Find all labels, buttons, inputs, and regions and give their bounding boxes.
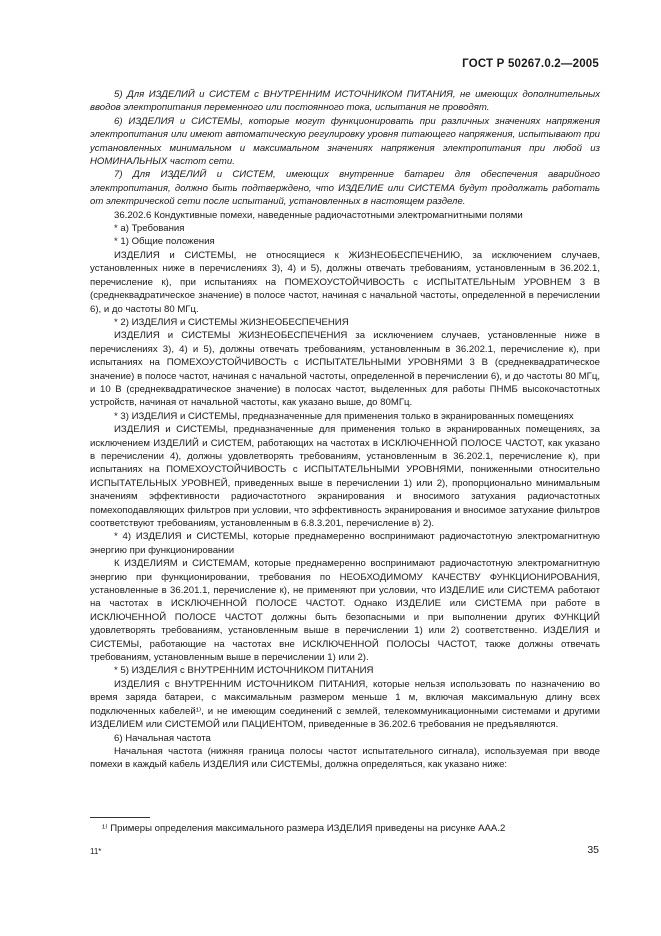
paragraph: 7) Для ИЗДЕЛИЙ и СИСТЕМ, имеющих внутренние батареи для обеспечения аварийного электропитания, должно быть подтверждено, что ИЗДЕЛИЕ или СИСТЕМА будут продолжать работать от электрической сети после испытаний, установленных в настоящем разделе. xyxy=(90,169,600,208)
paragraph: ИЗДЕЛИЯ и СИСТЕМЫ, не относящиеся к ЖИЗНЕОБЕСПЕЧЕНИЮ, за исключением случаев, установленных ниже в перечислениях 3), 4) и 5), должны отвечать требованиям, установленным в 36.202.1, перечисление к), при испытаниях на ПОМЕХОУСТОЙЧИВОСТЬ с ИСПЫТАТЕЛЬНЫМ УРОВНЕМ 3 В (среднеквадратическое значение) в полосе частот, начиная с начальной частоты, определенной в перечислении 6), и до частоты 80 МГц. xyxy=(90,249,600,315)
subheading: 6) Начальная частота xyxy=(114,732,211,744)
standard-header: ГОСТ Р 50267.0.2—2005 xyxy=(462,58,599,70)
sheet-mark: 11* xyxy=(90,847,102,856)
subheading: * 3) ИЗДЕЛИЯ и СИСТЕМЫ, предназначенные для применения только в экранированных помещениях xyxy=(114,410,574,422)
subheading: * а) Требования xyxy=(114,223,185,235)
subheading: * 4) ИЗДЕЛИЯ и СИСТЕМЫ, которые преднамеренно воспринимают радиочастотную электромагнитную энергию при функционировании xyxy=(90,531,600,556)
paragraph: ИЗДЕЛИЯ и СИСТЕМЫ, предназначенные для применения только в экранированных помещениях, за исключением ИЗДЕЛИЙ и СИСТЕМ, работающих на частотах в ИСКЛЮЧЕННОЙ ПОЛОСЕ ЧАСТОТ, как указано в перечислении 4), должны удовлетворять требованиям, установленным в 36.202.1, перечисление к), при испытаниях на ПОМЕХОУСТОЙЧИВОСТЬ с ИСПЫТАТЕЛЬНЫМИ УРОВНЯМИ, пониженными относительно ИСПЫТАТЕЛЬНЫХ УРОВНЕЙ, приведенных выше в перечислении 1) или 2), пропорционально минимальным значениям эффективности радиочастотного экранирования и вносимого затухания радиочастотных помехоподавляющих фильтров при условии, что эффективность экранирования и вносимое затухание фильтров соответствуют требованиям, установленным в 6.8.3.201, перечисление в) 2). xyxy=(90,424,600,529)
subheading: * 2) ИЗДЕЛИЯ и СИСТЕМЫ ЖИЗНЕОБЕСПЕЧЕНИЯ xyxy=(114,316,349,328)
page-number: 35 xyxy=(587,844,599,856)
section-heading: 36.202.6 Кондуктивные помехи, наведенные радиочастотными электромагнитными полями xyxy=(114,209,523,221)
document-body xyxy=(90,88,600,772)
subheading: * 1) Общие положения xyxy=(114,236,215,248)
paragraph: ИЗДЕЛИЯ и СИСТЕМЫ ЖИЗНЕОБЕСПЕЧЕНИЯ за исключением случаев, установленные ниже в перечислениях 3), 4) и 5), должны отвечать требованиям, установленным в 36.202.1, перечисление к), при испытаниях на ПОМЕХОУСТОЙЧИВОСТЬ с ИСПЫТАТЕЛЬНЫМИ УРОВНЯМИ 3 В (среднеквадратическое значение) в полосе частот, начиная с начальной частоты, определенной в перечислении 6), и до частоты 80 МГц, и 10 В (среднеквадратическое значение) в полосах частот, выделенных для работы ПНМБ высокочастотных устройств, начиная от начальной частоты, как указано выше, до 80МГц. xyxy=(90,330,600,409)
paragraph: ИЗДЕЛИЯ с ВНУТРЕННИМ ИСТОЧНИКОМ ПИТАНИЯ, которые нельзя использовать по назначению во время заряда батареи, с максимальным размером меньше 1 м, включая максимальную длину всех подключенных кабелей¹⁾, и не имеющим соединений с землей, телекоммуникационными системами и другими ИЗДЕЛИЕМ или СИСТЕМОЙ или ПАЦИЕНТОМ, приведенные в 36.202.6 требования не предъявляются. xyxy=(90,678,600,731)
paragraph: К ИЗДЕЛИЯМ и СИСТЕМАМ, которые преднамеренно воспринимают радиочастотную электромагнитную энергию при функционировании, требования по НЕОБХОДИМОМУ КАЧЕСТВУ ФУНКЦИОНИРОВАНИЯ, установленные в 36.201.1, перечисление к), не применяют при условии, что ИЗДЕЛИЕ или СИСТЕМА работают на частотах в ИСКЛЮЧЕННОЙ ПОЛОСЕ ЧАСТОТ. Однако ИЗДЕЛИЕ или СИСТЕМА при работе в ИСКЛЮЧЕННОЙ ПОЛОСЕ ЧАСТОТ должны быть безопасными и при выполнении других ФУНКЦИЙ удовлетворять требованиям, установленным выше в перечислении 1) или 2) соответственно. ИЗДЕЛИЯ и СИСТЕМЫ, работающие на частотах вне ИСКЛЮЧЕННОЙ ПОЛОСЫ ЧАСТОТ, также должны отвечать требованиям, установленным выше в перечислении 1) или 2). xyxy=(90,558,600,664)
subheading: * 5) ИЗДЕЛИЯ с ВНУТРЕННИМ ИСТОЧНИКОМ ПИТАНИЯ xyxy=(114,665,374,677)
footnote-divider xyxy=(90,817,150,818)
footnote: ¹⁾ Примеры определения максимального размера ИЗДЕЛИЯ приведены на рисунке ААА.2 xyxy=(102,823,506,834)
paragraph: Начальная частота (нижняя граница полосы частот испытательного сигнала), используемая при вводе помехи в каждый кабель ИЗДЕЛИЯ или СИСТЕМЫ, должна определяться, как указано ниже: xyxy=(90,745,600,771)
paragraph: 6) ИЗДЕЛИЯ и СИСТЕМЫ, которые могут функционировать при различных значениях напряжения электропитания или имеют автоматическую регулировку уровня питающего напряжения, испытывают при установленных минимальном и максимальном значениях напряжения электропитания при любой из НОМИНАЛЬНЫХ частот сети. xyxy=(90,115,600,168)
paragraph: 5) Для ИЗДЕЛИЙ и СИСТЕМ с ВНУТРЕННИМ ИСТОЧНИКОМ ПИТАНИЯ, не имеющих дополнительных вводов электропитания переменного или постоянного тока, испытания не проводят. xyxy=(90,89,600,114)
